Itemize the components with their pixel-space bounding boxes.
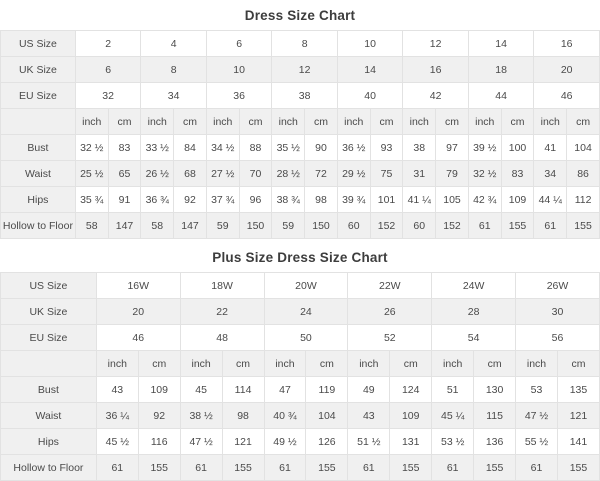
table-cell: inch	[272, 109, 305, 135]
table-cell: 70	[239, 161, 272, 187]
table-cell: 30	[516, 299, 600, 325]
table-cell: 130	[474, 377, 516, 403]
table-cell: 10	[337, 31, 403, 57]
table-cell: 32 ½	[468, 161, 501, 187]
table-cell: 24	[264, 299, 348, 325]
table-cell: 61	[264, 455, 306, 481]
table-row	[1, 161, 600, 187]
table-cell: 14	[337, 57, 403, 83]
table-cell: 51	[432, 377, 474, 403]
table-cell: 18W	[180, 273, 264, 299]
table-cell: 12	[272, 57, 338, 83]
table-cell: inch	[516, 351, 558, 377]
table-cell: 141	[557, 429, 599, 455]
table-cell: 58	[75, 213, 108, 239]
table-cell: 32	[75, 83, 141, 109]
table-cell: 61	[516, 455, 558, 481]
table-cell: 105	[436, 187, 469, 213]
plus-size-chart-block	[0, 242, 600, 481]
row-label	[1, 109, 76, 135]
table-cell: 104	[306, 403, 348, 429]
table-cell: 135	[557, 377, 599, 403]
table-cell: 45 ¼	[432, 403, 474, 429]
table-cell: 52	[348, 325, 432, 351]
table-cell: cm	[138, 351, 180, 377]
table-cell: 155	[557, 455, 599, 481]
row-label: US Size	[1, 31, 76, 57]
table-cell: 90	[305, 135, 338, 161]
table-cell: inch	[206, 109, 239, 135]
table-cell: 24W	[432, 273, 516, 299]
table-cell: 92	[174, 187, 207, 213]
table-cell: inch	[264, 351, 306, 377]
table-cell: cm	[370, 109, 403, 135]
table-cell: cm	[567, 109, 600, 135]
row-label: Bust	[1, 377, 97, 403]
table-cell: 93	[370, 135, 403, 161]
table-cell: inch	[180, 351, 222, 377]
table-cell: 38	[272, 83, 338, 109]
table-cell: 124	[390, 377, 432, 403]
table-row	[1, 187, 600, 213]
table-cell: cm	[474, 351, 516, 377]
table-cell: 8	[272, 31, 338, 57]
table-cell: 150	[239, 213, 272, 239]
table-cell: 47	[264, 377, 306, 403]
table-cell: 150	[305, 213, 338, 239]
table-cell: 56	[516, 325, 600, 351]
table-cell: 49	[348, 377, 390, 403]
table-cell: 84	[174, 135, 207, 161]
table-cell: 18	[468, 57, 534, 83]
table-cell: 37 ¾	[206, 187, 239, 213]
table-cell: 131	[390, 429, 432, 455]
table-cell: 39 ¾	[337, 187, 370, 213]
table-cell: 152	[370, 213, 403, 239]
table-row	[1, 83, 600, 109]
table-cell: 43	[348, 403, 390, 429]
table-cell: 41	[534, 135, 567, 161]
table-cell: inch	[534, 109, 567, 135]
table-row	[1, 403, 600, 429]
table-cell: 6	[206, 31, 272, 57]
plus-size-chart-table	[0, 272, 600, 481]
table-cell: 88	[239, 135, 272, 161]
table-cell: 35 ¾	[75, 187, 108, 213]
table-cell: cm	[390, 351, 432, 377]
table-cell: 155	[390, 455, 432, 481]
table-cell: 44 ¼	[534, 187, 567, 213]
table-cell: 147	[174, 213, 207, 239]
table-cell: 109	[138, 377, 180, 403]
table-cell: 29 ½	[337, 161, 370, 187]
table-cell: 46	[96, 325, 180, 351]
table-cell: 61	[96, 455, 138, 481]
table-cell: 97	[436, 135, 469, 161]
table-cell: 42	[403, 83, 469, 109]
table-cell: 147	[108, 213, 141, 239]
table-cell: 49 ½	[264, 429, 306, 455]
table-cell: 155	[222, 455, 264, 481]
table-cell: 65	[108, 161, 141, 187]
table-cell: 32 ½	[75, 135, 108, 161]
table-cell: 59	[206, 213, 239, 239]
row-label: UK Size	[1, 299, 97, 325]
table-row	[1, 377, 600, 403]
table-cell: 38 ¾	[272, 187, 305, 213]
table-cell: 155	[567, 213, 600, 239]
row-label: Hips	[1, 187, 76, 213]
table-cell: 36 ¾	[141, 187, 174, 213]
table-cell: 34 ½	[206, 135, 239, 161]
table-cell: 20	[534, 57, 600, 83]
table-cell: 155	[501, 213, 534, 239]
row-label: Bust	[1, 135, 76, 161]
table-cell: cm	[436, 109, 469, 135]
table-cell: 121	[557, 403, 599, 429]
table-cell: 46	[534, 83, 600, 109]
table-cell: 10	[206, 57, 272, 83]
table-cell: 47 ½	[516, 403, 558, 429]
table-row	[1, 31, 600, 57]
table-cell: 36 ½	[337, 135, 370, 161]
table-cell: 98	[222, 403, 264, 429]
table-cell: 43	[96, 377, 138, 403]
table-cell: 136	[474, 429, 516, 455]
table-cell: 51 ½	[348, 429, 390, 455]
table-cell: 6	[75, 57, 141, 83]
table-cell: 28 ½	[272, 161, 305, 187]
table-cell: 61	[534, 213, 567, 239]
table-cell: 20	[96, 299, 180, 325]
table-cell: 22W	[348, 273, 432, 299]
table-cell: 34	[141, 83, 207, 109]
table-cell: 31	[403, 161, 436, 187]
table-row	[1, 213, 600, 239]
table-cell: 16	[534, 31, 600, 57]
table-row	[1, 57, 600, 83]
table-cell: 101	[370, 187, 403, 213]
table-cell: 41 ¼	[403, 187, 436, 213]
table-cell: 47 ½	[180, 429, 222, 455]
table-row	[1, 455, 600, 481]
row-label: Hips	[1, 429, 97, 455]
table-cell: inch	[75, 109, 108, 135]
table-cell: 16	[403, 57, 469, 83]
table-cell: 53 ½	[432, 429, 474, 455]
table-cell: 42 ¾	[468, 187, 501, 213]
page-title: Dress Size Chart	[244, 8, 356, 23]
table-cell: inch	[403, 109, 436, 135]
table-cell: 61	[468, 213, 501, 239]
table-cell: 45	[180, 377, 222, 403]
table-row	[1, 273, 600, 299]
table-cell: 98	[305, 187, 338, 213]
table-cell: 115	[474, 403, 516, 429]
table-cell: 155	[474, 455, 516, 481]
table-cell: 16W	[96, 273, 180, 299]
row-label: Waist	[1, 161, 76, 187]
table-cell: 61	[180, 455, 222, 481]
table-cell: 155	[138, 455, 180, 481]
table-cell: inch	[96, 351, 138, 377]
table-cell: 54	[432, 325, 516, 351]
table-cell: 28	[432, 299, 516, 325]
table-cell: 72	[305, 161, 338, 187]
table-cell: 34	[534, 161, 567, 187]
table-cell: 20W	[264, 273, 348, 299]
table-cell: 68	[174, 161, 207, 187]
table-cell: 119	[306, 377, 348, 403]
table-cell: 44	[468, 83, 534, 109]
table-cell: cm	[501, 109, 534, 135]
table-cell: 14	[468, 31, 534, 57]
table-cell: 45 ½	[96, 429, 138, 455]
plus-size-title: Plus Size Dress Size Chart	[212, 250, 388, 265]
table-cell: 152	[436, 213, 469, 239]
table-cell: cm	[108, 109, 141, 135]
table-cell: 116	[138, 429, 180, 455]
table-cell: 36	[206, 83, 272, 109]
table-cell: 40 ¾	[264, 403, 306, 429]
table-cell: 100	[501, 135, 534, 161]
row-label: Hollow to Floor	[1, 455, 97, 481]
table-cell: 155	[306, 455, 348, 481]
table-cell: 26W	[516, 273, 600, 299]
table-cell: inch	[432, 351, 474, 377]
table-cell: 4	[141, 31, 207, 57]
row-label: Hollow to Floor	[1, 213, 76, 239]
table-cell: inch	[468, 109, 501, 135]
table-cell: 55 ½	[516, 429, 558, 455]
table-row	[1, 325, 600, 351]
dress-size-chart-block	[0, 0, 600, 239]
table-cell: 121	[222, 429, 264, 455]
row-label: Waist	[1, 403, 97, 429]
table-cell: 39 ½	[468, 135, 501, 161]
table-cell: inch	[337, 109, 370, 135]
row-label: EU Size	[1, 83, 76, 109]
table-cell: 38 ½	[180, 403, 222, 429]
table-cell: 92	[138, 403, 180, 429]
table-cell: 35 ½	[272, 135, 305, 161]
table-cell: 75	[370, 161, 403, 187]
table-cell: 126	[306, 429, 348, 455]
table-cell: 83	[108, 135, 141, 161]
table-cell: 50	[264, 325, 348, 351]
table-cell: 114	[222, 377, 264, 403]
table-cell: cm	[306, 351, 348, 377]
table-cell: inch	[348, 351, 390, 377]
table-cell: 59	[272, 213, 305, 239]
table-cell: 2	[75, 31, 141, 57]
table-cell: 48	[180, 325, 264, 351]
table-cell: 109	[501, 187, 534, 213]
row-label	[1, 351, 97, 377]
table-cell: 25 ½	[75, 161, 108, 187]
table-cell: 112	[567, 187, 600, 213]
table-cell: 91	[108, 187, 141, 213]
table-cell: cm	[222, 351, 264, 377]
table-cell: 83	[501, 161, 534, 187]
table-row	[1, 351, 600, 377]
table-row	[1, 429, 600, 455]
table-cell: 8	[141, 57, 207, 83]
table-row	[1, 299, 600, 325]
table-cell: 109	[390, 403, 432, 429]
table-cell: cm	[239, 109, 272, 135]
table-cell: 53	[516, 377, 558, 403]
table-cell: 26 ½	[141, 161, 174, 187]
table-cell: 104	[567, 135, 600, 161]
table-row	[1, 109, 600, 135]
table-cell: inch	[141, 109, 174, 135]
row-label: EU Size	[1, 325, 97, 351]
row-label: UK Size	[1, 57, 76, 83]
table-cell: 33 ½	[141, 135, 174, 161]
table-cell: cm	[305, 109, 338, 135]
table-cell: 36 ¼	[96, 403, 138, 429]
table-cell: 86	[567, 161, 600, 187]
table-row	[1, 135, 600, 161]
dress-size-chart-table	[0, 30, 600, 239]
table-cell: 60	[403, 213, 436, 239]
table-cell: cm	[557, 351, 599, 377]
table-cell: 61	[432, 455, 474, 481]
table-cell: 38	[403, 135, 436, 161]
table-cell: 61	[348, 455, 390, 481]
table-cell: cm	[174, 109, 207, 135]
table-cell: 12	[403, 31, 469, 57]
table-cell: 40	[337, 83, 403, 109]
table-cell: 96	[239, 187, 272, 213]
table-cell: 22	[180, 299, 264, 325]
row-label: US Size	[1, 273, 97, 299]
table-cell: 58	[141, 213, 174, 239]
table-cell: 79	[436, 161, 469, 187]
table-cell: 27 ½	[206, 161, 239, 187]
table-cell: 26	[348, 299, 432, 325]
table-cell: 60	[337, 213, 370, 239]
